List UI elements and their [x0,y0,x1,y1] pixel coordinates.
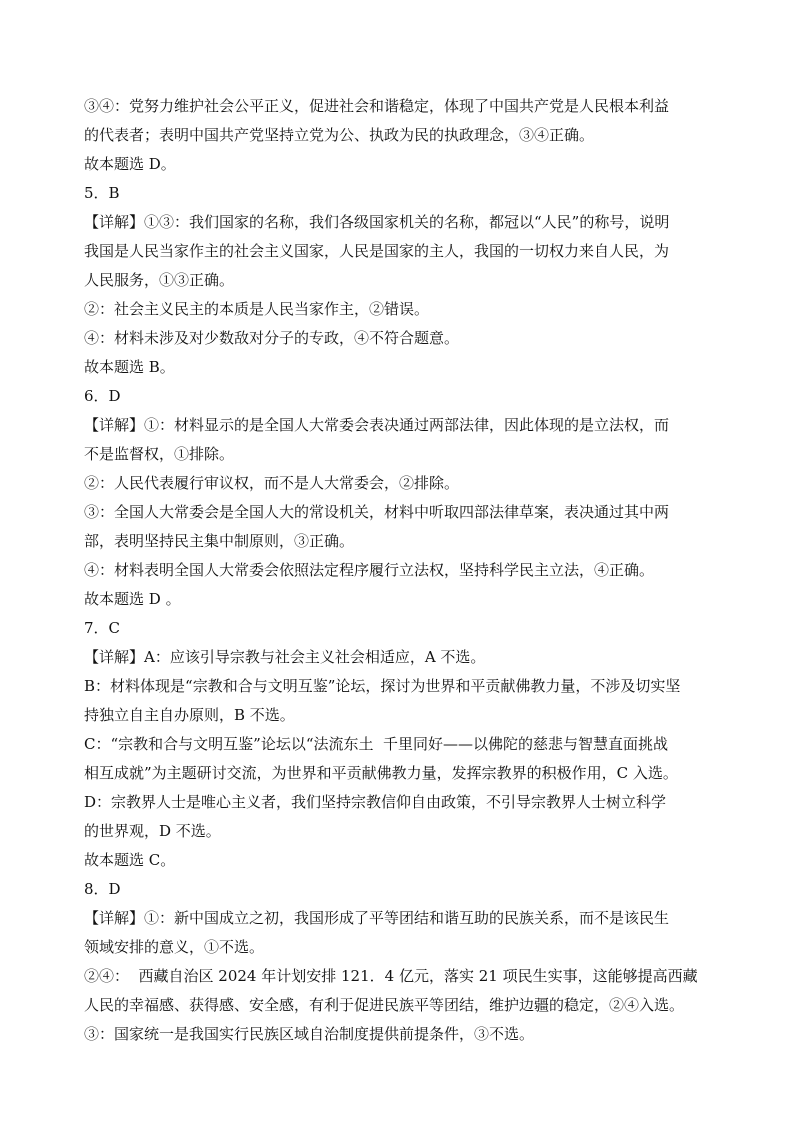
text-line: ②：人民代表履行审议权，而不是人大常委会，②排除。 [84,474,460,492]
text-line: 人民的幸福感、获得感、安全感，有利于促进民族平等团结，维护边疆的稳定，②④入选。 [84,996,685,1014]
text-line: B：材料体现是“宗教和合与文明互鉴”论坛，探讨为世界和平贡献佛教力量，不涉及切实坚 [84,677,681,695]
text-line: ②④： 西藏自治区 2024 年计划安排 121．4 亿元，落实 21 项民生实事，这能够提高西藏 [84,967,698,985]
answer-conclusion: 故本题选 B。 [84,358,175,376]
text-line: 相互成就”为主题研讨交流，为世界和平贡献佛教力量，发挥宗教界的积极作用，C 入选。 [84,764,678,782]
text-line: 部，表明坚持民主集中制原则，③正确。 [84,532,355,550]
text-line: 【详解】A：应该引导宗教与社会主义社会相适应，A 不选。 [84,648,486,666]
answer-conclusion: 故本题选 C。 [84,851,176,869]
question-answer-6: 6．D [84,387,121,405]
text-line: ③④：党努力维护社会公平正义，促进社会和谐稳定，体现了中国共产党是人民根本利益 [84,97,670,115]
question-answer-8: 8．D [84,880,121,898]
text-line: 持独立自主自办原则，B 不选。 [84,706,295,724]
text-line: D：宗教界人士是唯心主义者，我们坚持宗教信仰自由政策，不引导宗教界人士树立科学 [84,793,667,811]
answer-conclusion: 故本题选 D 。 [84,590,181,608]
text-line: 【详解】①：材料显示的是全国人大常委会表决通过两部法律，因此体现的是立法权，而 [84,416,670,434]
question-answer-5: 5．B [84,184,120,202]
text-line: 领域安排的意义，①不选。 [84,938,265,956]
text-line: 的代表者；表明中国共产党坚持立党为公、执政为民的执政理念，③④正确。 [84,126,595,144]
question-answer-7: 7．C [84,619,121,637]
answer-conclusion: 故本题选 D。 [84,155,176,173]
text-line: ③：国家统一是我国实行民族区域自治制度提供前提条件，③不选。 [84,1025,535,1043]
text-line: ②：社会主义民主的本质是人民当家作主，②错误。 [84,300,430,318]
text-line: 我国是人民当家作主的社会主义国家，人民是国家的主人，我国的一切权力来自人民，为 [84,242,670,260]
text-line: 的世界观，D 不选。 [84,822,221,840]
text-line: 【详解】①③：我们国家的名称，我们各级国家机关的名称，都冠以“人民”的称号，说明 [84,213,670,231]
text-line: 人民服务，①③正确。 [84,271,235,289]
text-line: ③：全国人大常委会是全国人大的常设机关，材料中听取四部法律草案，表决通过其中两 [84,503,670,521]
document-body [84,92,724,1049]
text-line: ④：材料未涉及对少数敌对分子的专政，④不符合题意。 [84,329,460,347]
text-line: ④：材料表明全国人大常委会依照法定程序履行立法权，坚持科学民主立法，④正确。 [84,561,655,579]
text-line: 不是监督权，①排除。 [84,445,235,463]
text-line: C：“宗教和合与文明互鉴”论坛以“法流东土 千里同好——以佛陀的慈悲与智慧直面挑战 [84,735,669,753]
text-line: 【详解】①：新中国成立之初，我国形成了平等团结和谐互助的民族关系，而不是该民生 [84,909,670,927]
